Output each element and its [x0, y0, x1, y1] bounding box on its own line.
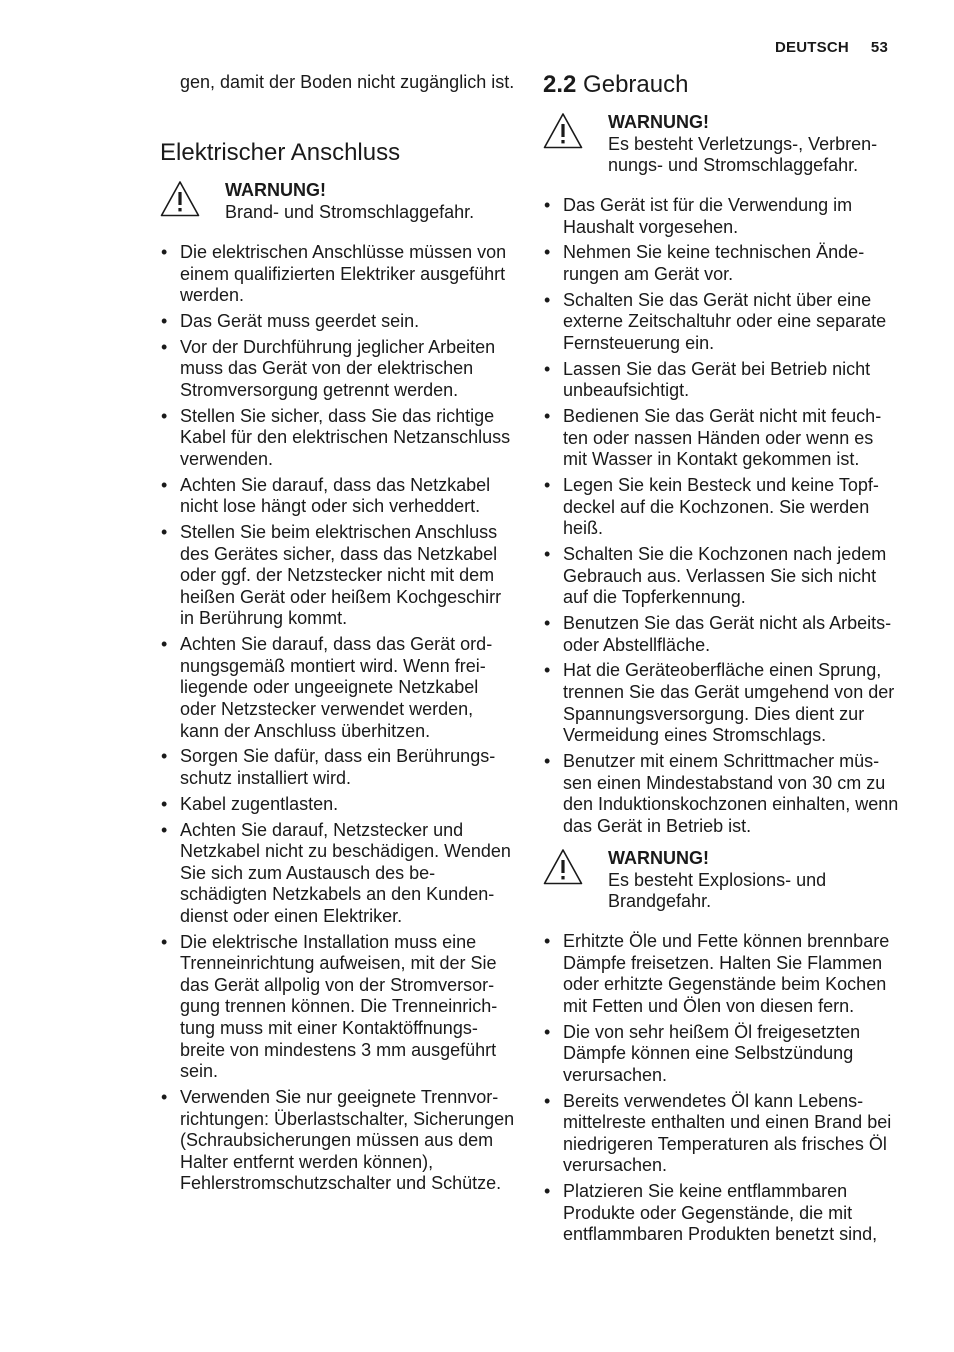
- list-item: • Benutzen Sie das Gerät nicht als Arbeits- oder Abstellfläche.: [563, 613, 899, 656]
- list-item: • Schalten Sie das Gerät nicht über eine externe Zeitschaltuhr oder eine separate Fernsteuerung ein.: [563, 290, 899, 355]
- list-item: • Verwenden Sie nur geeignete Trennvorrichtungen: Überlastschalter, Sicherungen (Schraubsicherungen müssen aus dem Halter entfernt werden können), Fehlerstromschutzschalter und Schütze.: [180, 1087, 516, 1195]
- list-item: • Das Gerät ist für die Verwendung im Haushalt vorgesehen.: [563, 195, 899, 238]
- list-item: • Die elektrischen Anschlüsse müssen von einem qualifizierten Elektriker ausgeführt werden.: [180, 242, 516, 307]
- section-number: 2.2: [543, 71, 577, 98]
- list-item: • Nehmen Sie keine technischen Änderungen am Gerät vor.: [563, 242, 899, 285]
- list-item: • Achten Sie darauf, dass das Gerät ordnungsgemäß montiert wird. Wenn freiliegende oder ungeeignete Netzkabel oder Netzstecker verwendet werden, kann der Anschluss überhitzen.: [180, 634, 516, 742]
- list-item: • Die von sehr heißem Öl freigesetzten Dämpfe können eine Selbstzündung verursachen.: [563, 1022, 899, 1087]
- warning-title: WARNUNG!: [608, 112, 709, 132]
- list-item: • Kabel zugentlasten.: [180, 794, 516, 816]
- list-item: • Schalten Sie die Kochzonen nach jedem Gebrauch aus. Verlassen Sie sich nicht auf die Topferkennung.: [563, 544, 899, 609]
- warning-text: Es besteht Explosions- und Brandgefahr.: [608, 869, 827, 912]
- list-item: • Bedienen Sie das Gerät nicht mit feuchten oder nassen Händen oder wenn es mit Wasser in Kontakt gekommen ist.: [563, 406, 899, 471]
- list-item: • Legen Sie kein Besteck und keine Topfdeckel auf die Kochzonen. Sie werden heiß.: [563, 475, 899, 540]
- list-item: • Vor der Durchführung jeglicher Arbeiten muss das Gerät von der elektrischen Stromversorgung getrennt werden.: [180, 337, 516, 402]
- list-item: • Platzieren Sie keine entflammbaren Produkte oder Gegenstände, die mit entflammbaren Produkten benetzt sind,: [563, 1181, 899, 1246]
- list-item: • Achten Sie darauf, Netzstecker und Netzkabel nicht zu beschädigen. Wenden Sie sich zum Austausch des beschädigten Netzkabels an den Kundendienst oder einen Elektriker.: [180, 820, 516, 928]
- list-item: • Stellen Sie sicher, dass Sie das richtige Kabel für den elektrischen Netzanschluss verwenden.: [180, 406, 516, 471]
- warning-triangle-icon: [160, 180, 200, 218]
- warning-triangle-icon: [543, 112, 583, 150]
- section-title-usage: [543, 71, 688, 99]
- list-item: • Achten Sie darauf, dass das Netzkabel nicht lose hängt oder sich verheddert.: [180, 475, 516, 518]
- warning-electrical: [160, 180, 516, 228]
- warning-text: Brand- und Stromschlaggefahr.: [225, 201, 475, 222]
- usage-list: [563, 195, 899, 842]
- section-title-text: Gebrauch: [583, 71, 689, 98]
- list-item: • Die elektrische Installation muss eine Trenneinrichtung aufweisen, mit der Sie das Gerät allpolig von der Stromversorgung trennen können. Die Trenneinrichtung muss mit einer Kontaktöffnungsbreite von mindestens 3 mm ausgeführt sein.: [180, 932, 516, 1083]
- page-header: [775, 39, 888, 56]
- continuation-text: gen, damit der Boden nicht zugänglich ist.: [180, 72, 515, 92]
- warning-triangle-icon: [543, 848, 583, 886]
- warning-explosion: [543, 848, 899, 912]
- list-item: • Lassen Sie das Gerät bei Betrieb nicht unbeaufsichtigt.: [563, 359, 899, 402]
- list-item: • Hat die Geräteoberfläche einen Sprung, trennen Sie das Gerät umgehend von der Spannungsversorgung. Dies dient zur Vermeidung eines Stromschlags.: [563, 660, 899, 746]
- electrical-list: [180, 242, 516, 1199]
- oil-list: [563, 931, 899, 1250]
- list-item: • Stellen Sie beim elektrischen Anschluss des Gerätes sicher, dass das Netzkabel oder ggf. der Netzstecker nicht mit dem heißen Gerät oder heißem Kochgeschirr in Berührung kommt.: [180, 522, 516, 630]
- warning-title: WARNUNG!: [608, 848, 709, 868]
- list-item: • Erhitzte Öle und Fette können brennbare Dämpfe freisetzen. Halten Sie Flammen oder erhitzte Gegenstände beim Kochen mit Fetten und Ölen von diesen fern.: [563, 931, 899, 1017]
- list-item: • Sorgen Sie dafür, dass ein Berührungsschutz installiert wird.: [180, 746, 516, 789]
- list-item: • Bereits verwendetes Öl kann Lebensmittelreste enthalten und einen Brand bei niedrigeren Temperaturen als frisches Öl verursachen.: [563, 1091, 899, 1177]
- page-number: 53: [870, 39, 888, 56]
- warning-usage: [543, 112, 899, 176]
- list-item: • Das Gerät muss geerdet sein.: [180, 311, 516, 333]
- section-title-electrical: Elektrischer Anschluss: [160, 139, 401, 166]
- list-item: • Benutzer mit einem Schrittmacher müssen einen Mindestabstand von 30 cm zu den Induktionskochzonen einhalten, wenn das Gerät in Betrieb ist.: [563, 751, 899, 837]
- language-label: DEUTSCH: [775, 39, 849, 56]
- warning-title: WARNUNG!: [225, 180, 326, 200]
- warning-text: Es besteht Verletzungs-, Verbrennungs- und Stromschlaggefahr.: [608, 133, 878, 176]
